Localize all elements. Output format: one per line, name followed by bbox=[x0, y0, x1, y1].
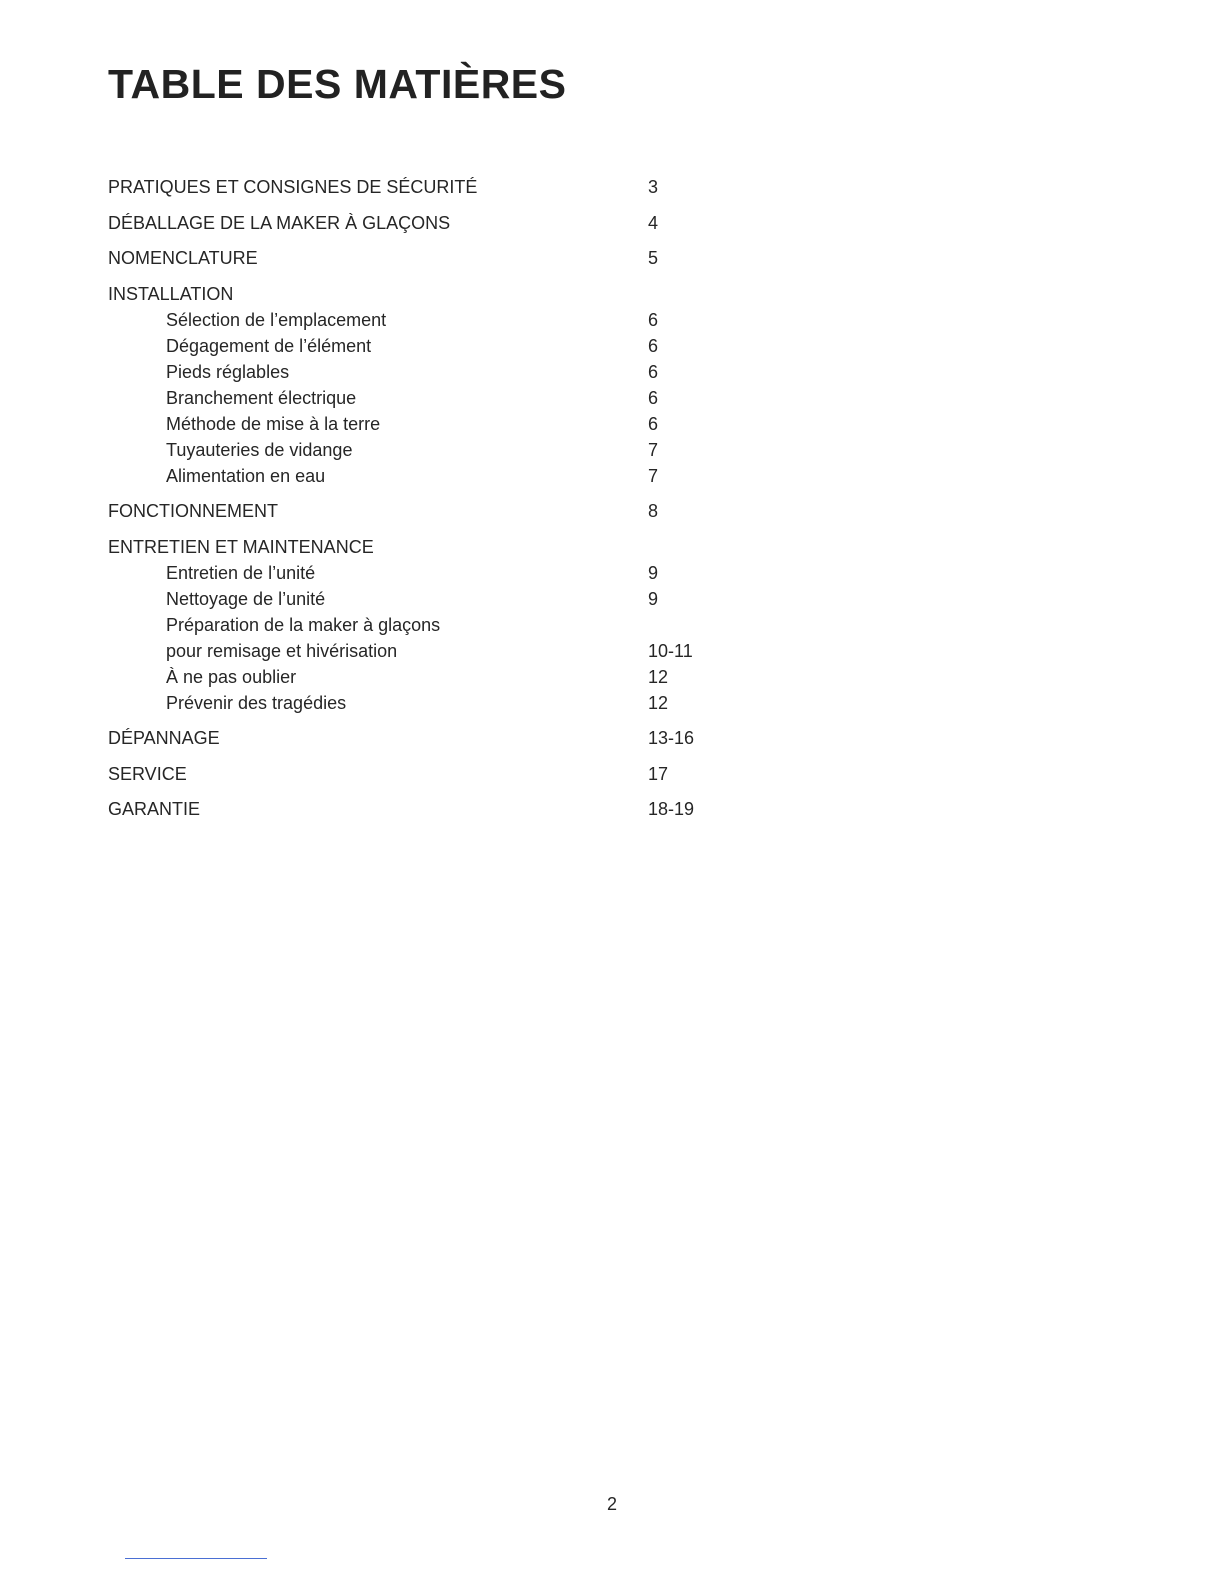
toc-entry-page: 6 bbox=[648, 387, 659, 408]
toc-entry-label: Nettoyage de l’unité bbox=[166, 588, 326, 609]
toc-entry-label: Pieds réglables bbox=[166, 361, 290, 382]
toc-subentry-remisage[interactable] bbox=[108, 638, 728, 664]
toc-entry-label: GARANTIE bbox=[108, 799, 201, 819]
toc-entry-label: Prévenir des tragédies bbox=[166, 692, 347, 713]
toc-entry-label: Sélection de l’emplacement bbox=[166, 309, 387, 330]
toc-entry-page: 6 bbox=[648, 335, 659, 356]
toc-entry-page: 6 bbox=[648, 361, 659, 382]
toc-entry-depannage[interactable] bbox=[108, 725, 728, 751]
toc-subentry-preparation[interactable] bbox=[108, 612, 728, 638]
toc-subentry-pieds[interactable] bbox=[108, 359, 728, 385]
toc-entry-label: DÉPANNAGE bbox=[108, 728, 220, 748]
toc-entry-label: Alimentation en eau bbox=[166, 465, 326, 486]
toc-subentry-nettoyage[interactable] bbox=[108, 586, 728, 612]
toc-entry-label: Méthode de mise à la terre bbox=[166, 413, 381, 434]
toc-entry-nomenclature[interactable] bbox=[108, 245, 728, 271]
toc-entry-label: Branchement électrique bbox=[166, 387, 357, 408]
toc-entry-page: 4 bbox=[648, 212, 659, 233]
page-title: TABLE DES MATIÈRES bbox=[108, 61, 567, 107]
toc-subentry-mise-a-la-terre[interactable] bbox=[108, 411, 728, 437]
toc-entry-label: Entretien de l’unité bbox=[166, 562, 316, 583]
toc-entry-page: 6 bbox=[648, 309, 659, 330]
toc-entry-label: SERVICE bbox=[108, 763, 187, 784]
toc-subentry-alimentation[interactable] bbox=[108, 463, 728, 489]
toc-entry-page: 13-16 bbox=[648, 728, 695, 748]
toc-subentry-emplacement[interactable] bbox=[108, 307, 728, 333]
toc-entry-label: INSTALLATION bbox=[108, 283, 234, 304]
toc-subentry-vidange[interactable] bbox=[108, 437, 728, 463]
toc-entry-page: 17 bbox=[648, 763, 669, 784]
toc-entry-label: ENTRETIEN ET MAINTENANCE bbox=[108, 536, 374, 557]
toc-entry-label: NOMENCLATURE bbox=[108, 248, 258, 268]
toc-entry-label: DÉBALLAGE DE LA MAKER À GLAÇONS bbox=[108, 212, 451, 233]
toc-entry-fonctionnement[interactable] bbox=[108, 498, 728, 524]
toc-entry-page: 7 bbox=[648, 439, 659, 460]
page-number: 2 bbox=[606, 1494, 617, 1514]
toc-entry-page: 9 bbox=[648, 588, 659, 609]
toc-entry-label: Dégagement de l’élément bbox=[166, 335, 372, 356]
toc-entry-page: 7 bbox=[648, 465, 659, 486]
toc-entry-page: 6 bbox=[648, 413, 659, 434]
toc-entry-page: 3 bbox=[648, 177, 659, 197]
table-of-contents bbox=[108, 174, 728, 822]
toc-entry-label: FONCTIONNEMENT bbox=[108, 501, 278, 521]
toc-subentry-ne-pas-oublier[interactable] bbox=[108, 664, 728, 690]
toc-entry-entretien[interactable] bbox=[108, 534, 728, 560]
toc-entry-service[interactable] bbox=[108, 761, 728, 787]
toc-entry-securite[interactable] bbox=[108, 174, 728, 200]
footer-divider bbox=[125, 1558, 267, 1559]
toc-entry-label: À ne pas oublier bbox=[166, 666, 297, 687]
toc-entry-deballage[interactable] bbox=[108, 210, 728, 236]
toc-entry-garantie[interactable] bbox=[108, 796, 728, 822]
toc-entry-page: 9 bbox=[648, 562, 659, 583]
toc-entry-label: Tuyauteries de vidange bbox=[166, 439, 353, 460]
toc-entry-label: pour remisage et hivérisation bbox=[166, 640, 398, 661]
toc-subentry-tragedies[interactable] bbox=[108, 690, 728, 716]
toc-entry-label: Préparation de la maker à glaçons bbox=[166, 614, 441, 635]
toc-entry-page: 5 bbox=[648, 248, 659, 268]
toc-entry-page: 12 bbox=[648, 666, 669, 687]
toc-subentry-degagement[interactable] bbox=[108, 333, 728, 359]
toc-entry-label: PRATIQUES ET CONSIGNES DE SÉCURITÉ bbox=[108, 177, 478, 197]
toc-subentry-entretien-unite[interactable] bbox=[108, 560, 728, 586]
toc-entry-page: 10-11 bbox=[648, 640, 693, 661]
toc-entry-page: 18-19 bbox=[648, 799, 695, 819]
toc-entry-installation[interactable] bbox=[108, 281, 728, 307]
toc-entry-page: 8 bbox=[648, 501, 659, 521]
toc-subentry-branchement[interactable] bbox=[108, 385, 728, 411]
toc-entry-page: 12 bbox=[648, 692, 669, 713]
